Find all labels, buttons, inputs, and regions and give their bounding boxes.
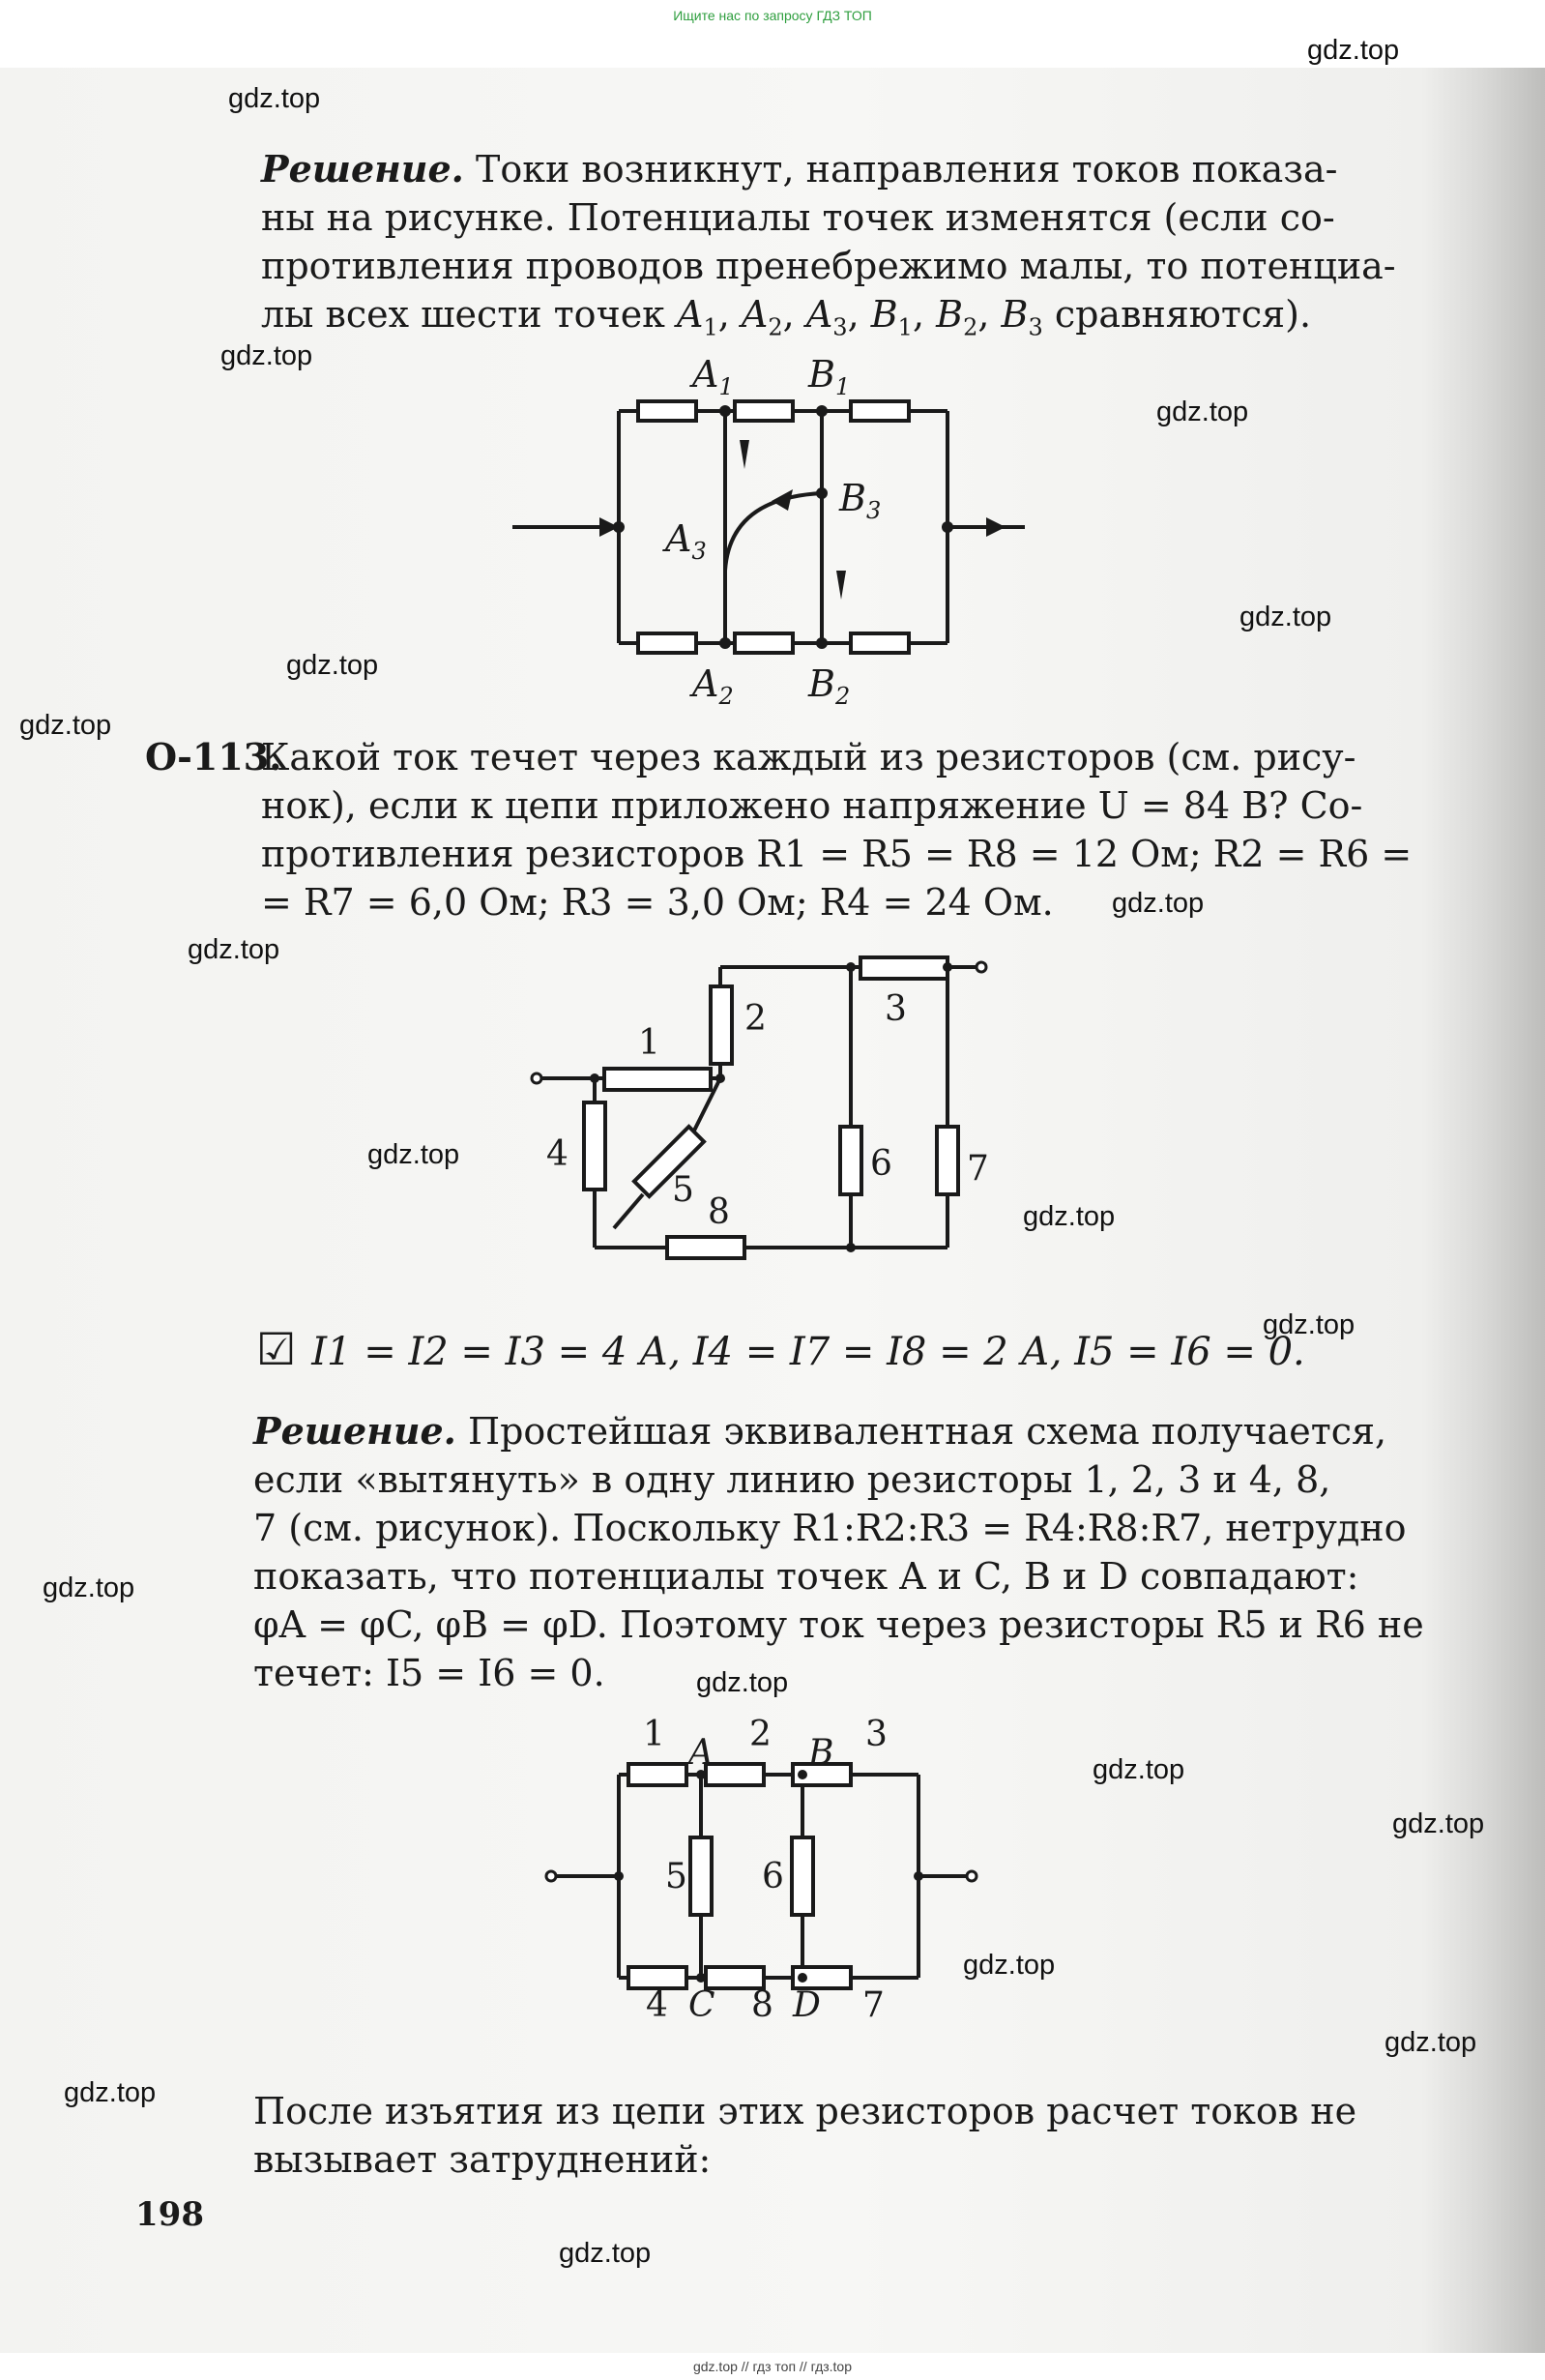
svg-text:B3: $B_3$ <box>839 477 882 524</box>
watermark: gdz.top <box>286 650 379 681</box>
resistor-label: 8 <box>708 1192 730 1232</box>
svg-text:B1: $B_1$ <box>808 353 851 400</box>
watermark: gdz.top <box>1156 397 1249 427</box>
resistor-5 <box>690 1837 712 1915</box>
watermark: gdz.top <box>220 340 313 371</box>
solution-text: показать, что потенциалы точек A и C, B и D совпадают: <box>253 1555 1359 1598</box>
node-dot <box>715 1073 725 1083</box>
watermark: gdz.top <box>1023 1201 1116 1232</box>
resistor <box>638 633 696 653</box>
svg-text:B2: $B_2$ <box>808 662 851 710</box>
solution-text: сравняются). <box>1042 293 1312 336</box>
problem-text: = R7 = 6,0 Ом; R3 = 3,0 Ом; R4 = 24 Ом. <box>261 881 1054 924</box>
solution-text: 7 (см. рисунок). Поскольку R1:R2:R3 = R4:R8:R7, нетрудно <box>253 1507 1407 1549</box>
resistor-label: 7 <box>967 1149 989 1189</box>
check-icon: ☑ <box>256 1323 297 1375</box>
circuit-figure-3 <box>522 1702 1044 2021</box>
resistor-8 <box>667 1237 744 1258</box>
resistor-4 <box>584 1102 605 1190</box>
resistor <box>735 401 793 421</box>
problem-text: нок), если к цепи приложено напряжение U = 84 В? Со- <box>261 784 1363 827</box>
circuit-figure-2 <box>522 948 1025 1267</box>
watermark: gdz.top <box>559 2238 652 2269</box>
resistor-label: 6 <box>762 1857 784 1896</box>
watermark: gdz.top <box>1307 35 1400 66</box>
page-number: 198 <box>135 2195 204 2234</box>
resistor-label: 4 <box>546 1134 568 1174</box>
node-label-a3: A <box>665 517 692 560</box>
node-label-d: D <box>793 1985 821 2021</box>
watermark: gdz.top <box>1392 1808 1485 1839</box>
watermark: gdz.top <box>696 1667 789 1698</box>
resistor-2 <box>711 986 732 1064</box>
resistor-1 <box>604 1069 711 1090</box>
resistor <box>851 633 909 653</box>
node-dot <box>914 1871 923 1881</box>
node-dot <box>696 1973 706 1983</box>
solution-label: Решение. <box>261 147 464 191</box>
resistor-label: 5 <box>672 1170 694 1210</box>
resistor-label: 4 <box>646 1985 668 2021</box>
problem-statement <box>261 733 1441 926</box>
watermark: gdz.top <box>367 1139 460 1170</box>
node-label-a1: A <box>692 353 719 396</box>
answer-line <box>256 1325 1305 1376</box>
conclusion-text: После изъятия из цепи этих резисторов расчет токов не <box>253 2090 1357 2132</box>
resistor <box>851 401 909 421</box>
node-dot <box>816 405 828 417</box>
node-dot <box>846 1243 856 1252</box>
watermark: gdz.top <box>228 83 321 114</box>
resistor <box>735 633 793 653</box>
node-dot <box>816 487 828 499</box>
node-label-b1: B <box>808 353 835 396</box>
watermark: gdz.top <box>19 710 112 741</box>
solution-text: лы всех шести точек <box>261 293 678 336</box>
solution-text: Простейшая эквивалентная схема получается, <box>467 1410 1387 1453</box>
solution-text: Токи возникнут, направления токов показа- <box>475 148 1338 191</box>
resistor-6 <box>792 1837 813 1915</box>
resistor-1 <box>628 1764 686 1785</box>
site-banner-link[interactable]: Ищите нас по запросу ГДЗ ТОП <box>673 8 872 23</box>
node-label-b2: B <box>808 662 835 705</box>
conclusion-text: вызывает затруднений: <box>253 2138 712 2181</box>
svg-text:A2: $A_2$ <box>689 662 734 710</box>
resistor-label: 2 <box>744 999 767 1039</box>
node-dot <box>798 1770 807 1779</box>
arrow-right-icon <box>986 517 1006 537</box>
arrow-right-icon <box>599 517 619 537</box>
arrow-down-icon <box>740 440 749 469</box>
resistor-6 <box>840 1127 861 1194</box>
conclusion <box>253 2087 1441 2184</box>
watermark: gdz.top <box>1112 888 1205 919</box>
node-label-a: A <box>688 1733 714 1773</box>
footer-banner-link[interactable]: gdz.top // гдз топ // гдз.top <box>692 2359 853 2374</box>
resistor-label: 3 <box>885 989 907 1029</box>
resistor-3 <box>860 957 947 979</box>
node-dot <box>798 1973 807 1983</box>
svg-text:A1: $A_1$ <box>689 353 734 400</box>
node-dot <box>943 962 952 972</box>
resistor-label: 3 <box>865 1715 888 1754</box>
node-label-c: C <box>688 1985 715 2021</box>
watermark: gdz.top <box>1263 1309 1356 1340</box>
problem-text: противления резисторов R1 = R5 = R8 = 12 Ом; R2 = R6 = <box>261 833 1413 875</box>
node-label-b: B <box>808 1733 834 1773</box>
terminal <box>967 1871 977 1881</box>
solution-text: φA = φC, φB = φD. Поэтому ток через резисторы R5 и R6 не <box>253 1603 1424 1646</box>
resistor-label: 1 <box>643 1715 665 1754</box>
bottom-banner-bar <box>0 2353 1545 2380</box>
watermark: gdz.top <box>1239 602 1332 632</box>
resistor-label: 2 <box>749 1715 772 1754</box>
arrow-curve-icon <box>772 489 793 511</box>
watermark: gdz.top <box>64 2077 157 2108</box>
circuit-figure-1 <box>503 348 1044 735</box>
node-dot <box>816 637 828 649</box>
node-label-a2: A <box>692 662 719 705</box>
problem-text: Какой ток течет через каждый из резисторов (см. рису- <box>261 736 1356 779</box>
terminal <box>546 1871 556 1881</box>
node-dot <box>614 1871 624 1881</box>
resistor-label: 7 <box>862 1985 885 2021</box>
resistor-2 <box>706 1764 764 1785</box>
resistor <box>638 401 696 421</box>
node-dot <box>942 521 953 533</box>
terminal <box>532 1073 541 1083</box>
watermark: gdz.top <box>188 934 280 965</box>
watermark: gdz.top <box>963 1950 1056 1981</box>
solution-text: ны на рисунке. Потенциалы точек изменятся (если со- <box>261 196 1335 239</box>
resistor-label: 6 <box>870 1144 892 1184</box>
solution-text: противления проводов пренебрежимо малы, то потенциа- <box>261 245 1396 287</box>
resistor-label: 5 <box>665 1857 687 1896</box>
node-label-b3: B <box>839 477 866 519</box>
solution-2 <box>253 1407 1441 1697</box>
node-dot <box>719 637 731 649</box>
resistor-label: 8 <box>751 1985 773 2021</box>
solution-label: Решение. <box>253 1409 456 1453</box>
resistor-label: 1 <box>638 1023 660 1063</box>
resistor-7 <box>937 1127 958 1194</box>
svg-text:A3: $A_3$ <box>662 517 707 565</box>
solution-1: Решение. Токи возникнут, направления токов показа- ны на рисунке. Потенциалы точек изменятся (если со- противления проводов пренебрежимо малы, то потенциа- лы всех шести точек $A_1$, $A_2$, $A_3$, $B_1$, $B_2$, $B_3$ сравняются). <box>261 145 1441 352</box>
answer-text: I1 = I2 = I3 = 4 А, I4 = I7 = I8 = 2 А, I5 = I6 = 0. <box>311 1330 1305 1374</box>
arrow-down-icon <box>836 571 846 600</box>
node-dot <box>719 405 731 417</box>
node-dot <box>846 962 856 972</box>
watermark: gdz.top <box>1093 1754 1185 1785</box>
node-dot <box>590 1073 599 1083</box>
solution-text: течет: I5 = I6 = 0. <box>253 1652 605 1694</box>
terminal <box>977 962 986 972</box>
solution-text: если «вытянуть» в одну линию резисторы 1, 2, 3 и 4, 8, <box>253 1458 1331 1501</box>
watermark: gdz.top <box>43 1572 135 1603</box>
watermark: gdz.top <box>1385 2027 1477 2058</box>
problem-number: О-113. <box>145 735 282 779</box>
